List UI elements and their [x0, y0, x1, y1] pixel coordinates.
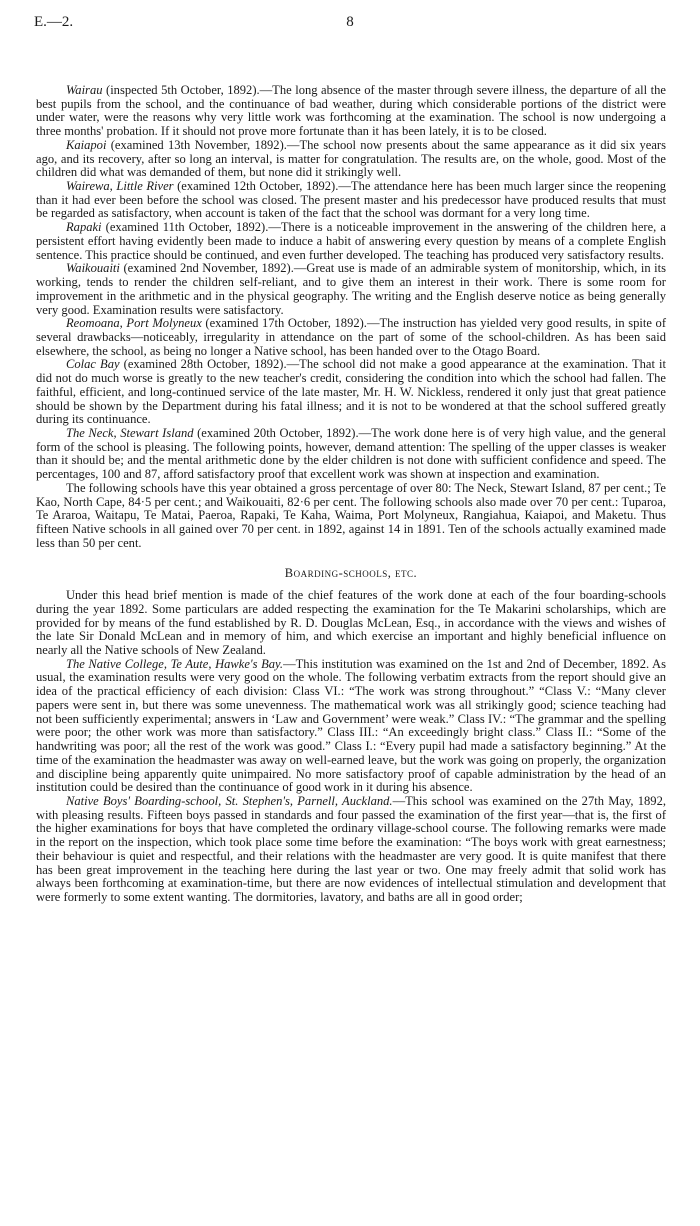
- paragraph-title: Kaiapoi: [66, 137, 107, 152]
- paragraph-title: The Neck, Stewart Island: [66, 425, 194, 440]
- paragraph-rapaki: [36, 221, 666, 262]
- paragraph-boarding-intro: [36, 589, 666, 658]
- paragraph-te-aute: [36, 658, 666, 795]
- paragraph-the-neck: [36, 427, 666, 482]
- paragraph-waikouaiti: [36, 262, 666, 317]
- paragraph-title: Rapaki: [66, 220, 102, 235]
- paragraph-title: The Native College, Te Aute, Hawke's Bay.: [66, 656, 284, 671]
- section-heading: Boarding-schools, etc.: [284, 566, 418, 581]
- paragraph-text: (examined 13th November, 1892).—The school now presents about the same appearance as it did six years ago, and its recovery, after so long an interval, is matter for congratulation. The results are, on the whole, good. Most of the children did what was demanded of them, but none did it strikingly well.: [36, 137, 666, 180]
- paragraph-text: The following schools have this year obtained a gross percentage of over 80: The Neck, Stewart Island, 87 per cent.; Te Kao, North Cape, 84·5 per cent.; and Waikouaiti, 82·6 per cent. The following schools also made over 70 per cent.: Tuparoa, Te Araroa, Waitapu, Te Matai, Paeroa, Rapaki, Te Kaha, Waima, Port Molyneux, Rangiahua, Kaiapoi, and Maketu. Thus fifteen Native schools in all gained over 70 per cent. in 1892, against 14 in 1891. Ten of the schools actually examined made less than 50 per cent.: [36, 480, 666, 550]
- paragraph-kaiapoi: [36, 139, 666, 180]
- paragraph-colac-bay: [36, 358, 666, 427]
- paragraph-title: Native Boys' Boarding-school, St. Stephen's, Parnell, Auckland.: [66, 793, 393, 808]
- paragraph-title: Wairau: [66, 83, 103, 97]
- paragraph-title: Waikouaiti: [66, 261, 120, 276]
- paragraph-text: (examined 20th October, 1892).—The work done here is of very high value, and the general form of the school is pleasing. The following points, however, demand attention: The spelling of the upper classes is weaker than it should be; and the mental arithmetic done by the elder children is not done with sufficient confidence and speed. The percentages, 100 and 87, afford satisfactory proof that excellent work was shown at inspection and examination.: [36, 425, 666, 482]
- paragraph-text: (examined 28th October, 1892).—The school did not make a good appearance at the examination. That it did not do much worse is greatly to the new teacher's credit, considering the condition into which the school had fallen. The faithful, efficient, and long-continued service of the late master, Mr. H. W. Nickless, rendered it only just that great patience should be shown by the Department during his fatal illness; and it is not to be wondered at that the school suffered greatly during its continuance.: [36, 357, 666, 427]
- paragraph-text: (inspected 5th October, 1892).—The long absence of the master through severe illness, the departure of all the best pupils from the school, and the continuance of bad weather, during which considerable portions of the district were under water, were the reasons why very little work was forthcoming at the examination. The school is now undergoing a three months' probation. If it should not prove more fortunate than it has been lately, it is to be closed.: [36, 83, 666, 139]
- paragraph-text: (examined 17th October, 1892).—The instruction has yielded very good results, in spite of several drawbacks—noticeably, irregularity in attendance on the part of some of the school-children. As has been said elsewhere, the school, as being no longer a Native school, has been handed over to the Otago Board.: [36, 316, 666, 358]
- paragraph-percentages: [36, 482, 666, 551]
- paragraph-title: Wairewa, Little River: [66, 179, 174, 194]
- paragraph-wairau: [36, 84, 666, 139]
- document-body: [36, 84, 666, 905]
- page-header: [34, 14, 666, 36]
- paragraph-title: Reomoana, Port Molyneux: [66, 316, 202, 331]
- paragraph-st-stephens: [36, 795, 666, 905]
- paragraph-text: (examined 12th October, 1892).—The attendance here has been much larger since the reopening than it had ever been before the school was closed. The present master and his predecessor have produced results that must be regarded as satisfactory, when account is taken of the fact that the school was dormant for a very long time.: [36, 179, 666, 221]
- paragraph-title: Colac Bay: [66, 357, 120, 372]
- paragraph-text: —This institution was examined on the 1st and 2nd of December, 1892. As usual, the examination results were very good on the whole. The following verbatim extracts from the report should give an idea of the practical efficiency of each division: Class VI.: “The work was strong throughout.” “Class V.: “Many clever papers were sent in, but there was some unevenness. The mathematical work was all strikingly good; science teaching had not been sufficiently experimental; answers in ‘Law and Government’ were weak.” Class IV.: “The grammar and the spelling were poor; the other work was more than satisfactory.” Class III.: “An exceedingly bright class.” Class II.: “Some of the handwriting was poor; all the rest of the work was good.” Class I.: “Every pupil had made a satisfactory beginning.” At the time of the examination the headmaster was away on well-earned leave, but the work was going on properly, the organization and discipline being apparently quite unimpaired. No more satisfactory proof of capable administration by the head of an institution could be desired than the continuance of good work in it during his absence.: [36, 656, 666, 795]
- paragraph-text: Under this head brief mention is made of the chief features of the work done at each of the four boarding-schools during the year 1892. Some particulars are added respecting the examination for the Te Makarini scholarships, which are provided for by means of the fund established by R. D. Douglas McLean, Esq., in accordance with the views and wishes of the late Sir Donald McLean and in memory of him, and which exercise an important and highly beneficial influence on nearly all the Native schools of New Zealand.: [36, 588, 666, 658]
- paragraph-wairewa: [36, 180, 666, 221]
- paragraph-text: (examined 2nd November, 1892).—Great use is made of an admirable system of monitorship, which, in its working, tends to render the children self-reliant, and to give them an interest in their work. There is some room for improvement in the arithmetic and in the physical geography. The writing and the English deserve notice as being generally very good. Examination results were satisfactory.: [36, 261, 666, 317]
- document-reference: E.—2.: [34, 14, 74, 30]
- page-number: 8: [346, 14, 354, 30]
- paragraph-text: (examined 11th October, 1892).—There is a noticeable improvement in the answering of the children here, a persistent effort having evidently been made to induce a habit of answering every question by means of a complete English sentence. This practice should be continued, and even further developed. The teaching has produced very satisfactory results.: [36, 220, 666, 262]
- paragraph-text: —This school was examined on the 27th May, 1892, with pleasing results. Fifteen boys passed in standards and four passed the examination of the first year—that is, the first of the higher examinations for boys that have completed the ordinary village-school course. The following remarks were made in the report on the inspection, which took place some time before the examination: “The boys work with great earnestness; their behaviour is quiet and respectful, and their relations with the headmaster are very good. It is quite manifest that there has been great improvement in the teaching here during the last year or two. One may freely admit that solid work has always been forthcoming at examination-time, but there are now evidences of intellectual stimulation and development that were formerly to some extent wanting. The dormitories, lavatory, and baths are all in good order;: [36, 793, 666, 904]
- paragraph-reomoana: [36, 317, 666, 358]
